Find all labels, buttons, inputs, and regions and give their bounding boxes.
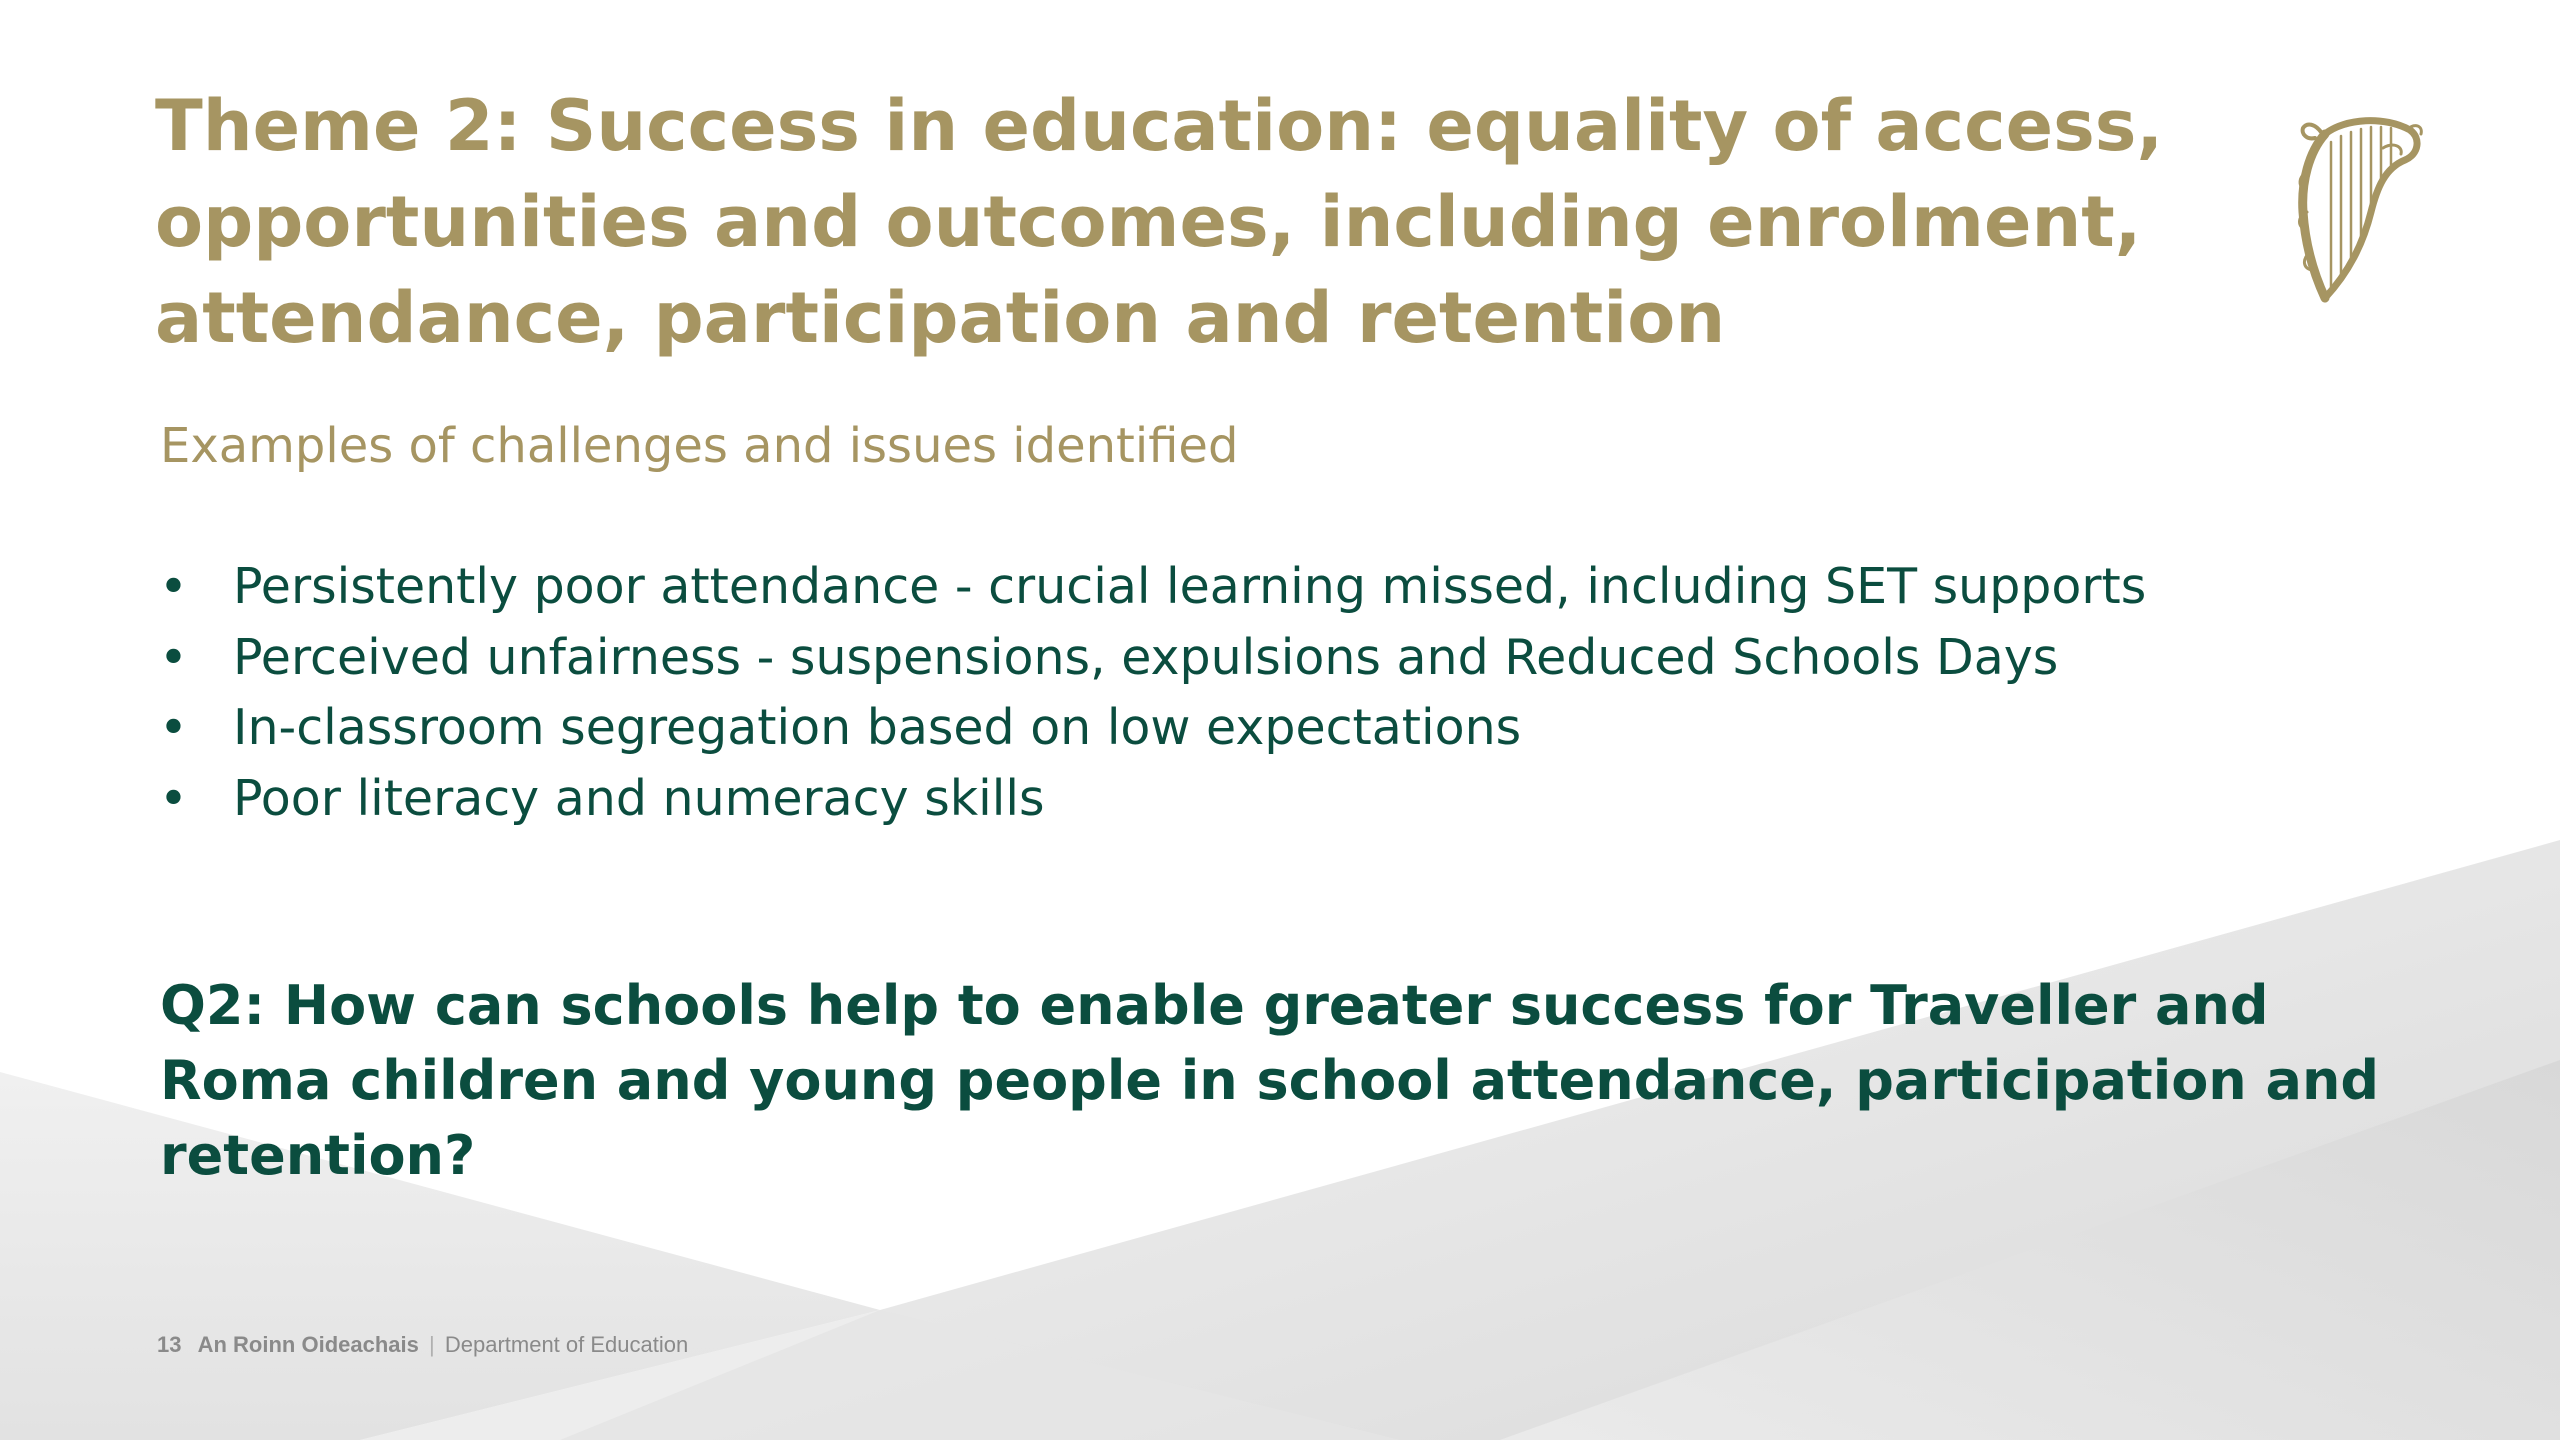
list-item-text: Perceived unfairness - suspensions, expulsions and Reduced Schools Days [233, 628, 2059, 686]
title-line-1: Theme 2: Success in education: equality of access, [155, 85, 2164, 167]
question-line-3: retention? [160, 1124, 476, 1187]
list-item [155, 623, 2146, 694]
irish-harp-icon [2285, 112, 2425, 307]
page-number: 13 [157, 1332, 182, 1357]
bullet-icon: • [159, 699, 188, 756]
footer-separator: | [429, 1332, 435, 1357]
bullet-icon: • [159, 769, 188, 827]
department-name-english: Department of Education [444, 1332, 689, 1357]
question-line-2: Roma children and young people in school attendance, participation and [160, 1049, 2380, 1112]
slide-title [155, 78, 2164, 366]
list-item [155, 693, 2146, 764]
title-line-3: attendance, participation and retention [155, 277, 1726, 359]
list-item-text: In-classroom segregation based on low expectations [233, 699, 1522, 756]
question-text [160, 968, 2379, 1193]
subtitle: Examples of challenges and issues identified [160, 418, 1239, 474]
issues-list [155, 552, 2146, 834]
title-line-2: opportunities and outcomes, including enrolment, [155, 181, 2142, 263]
bullet-icon: • [159, 558, 188, 615]
list-item-text: Persistently poor attendance - crucial learning missed, including SET supports [233, 558, 2147, 615]
list-item [155, 764, 2146, 835]
bullet-icon: • [159, 628, 188, 686]
slide-footer [157, 1332, 688, 1358]
list-item [155, 552, 2146, 623]
list-item-text: Poor literacy and numeracy skills [233, 769, 1045, 827]
question-line-1: Q2: How can schools help to enable greater success for Traveller and [160, 974, 2269, 1037]
department-name-irish: An Roinn Oideachais [197, 1332, 419, 1357]
